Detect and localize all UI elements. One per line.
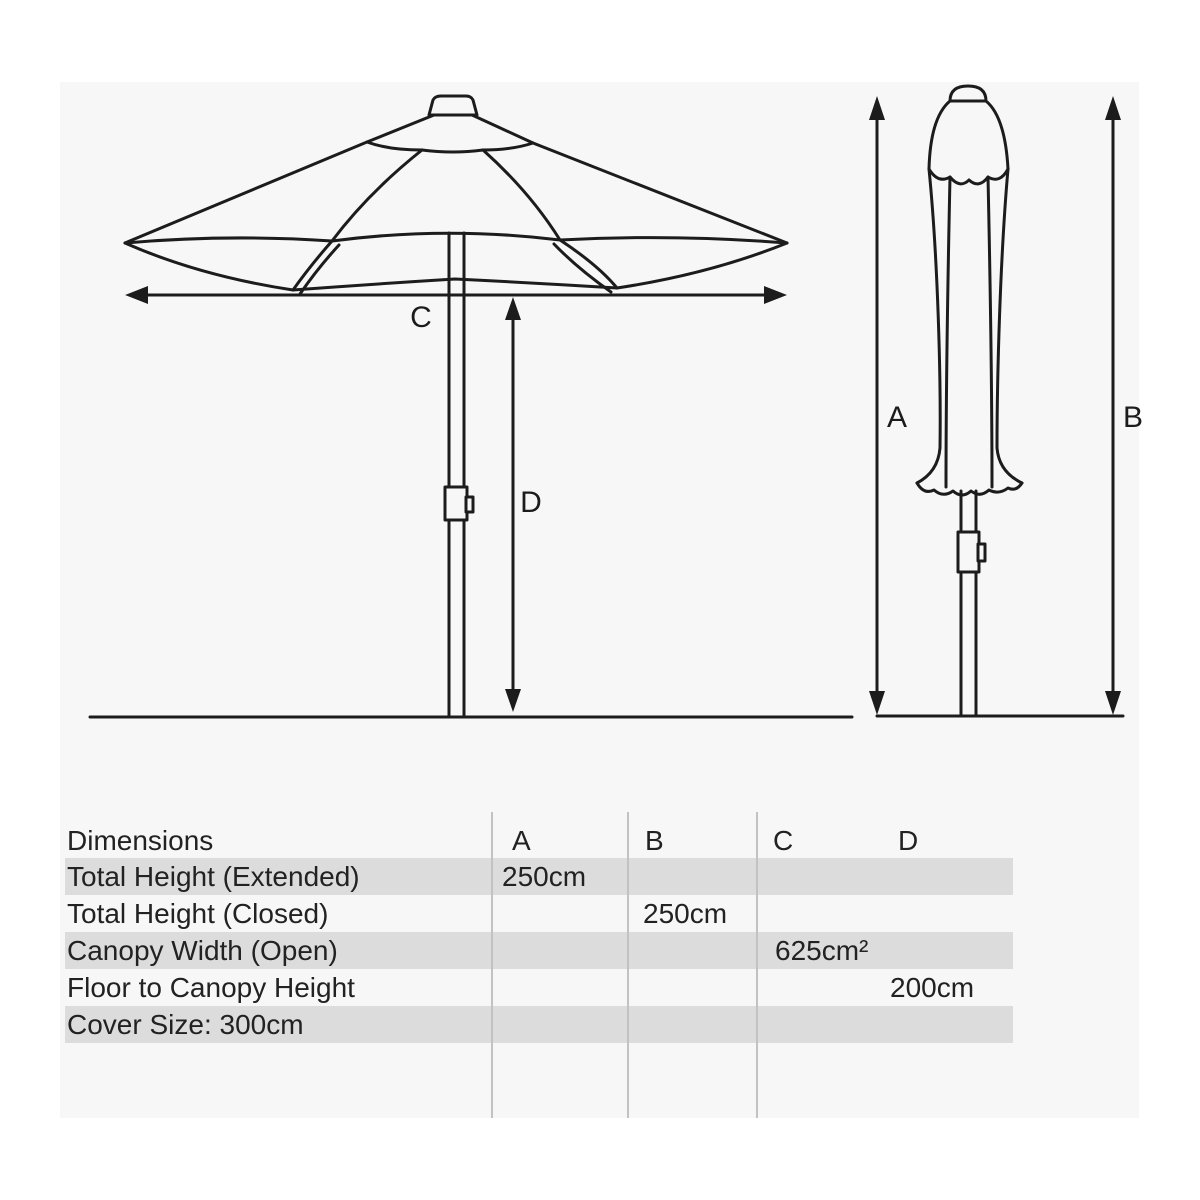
row-value-a: 250cm [502, 861, 587, 892]
label-d: D [520, 486, 542, 519]
row-value-d: 200cm [890, 972, 975, 1003]
row-value-c: 625cm² [775, 935, 869, 966]
closed-finial-cap [950, 86, 986, 101]
row-label: Canopy Width (Open) [67, 935, 338, 966]
row-label: Total Height (Extended) [67, 861, 360, 892]
column-divider [627, 812, 629, 1118]
table-header-title: Dimensions [67, 825, 214, 856]
table-header-col-b: B [645, 825, 664, 856]
arrowheads [125, 96, 1121, 715]
finial-cap [429, 96, 477, 115]
row-label: Total Height (Closed) [67, 898, 329, 929]
closed-parasol-drawing [877, 86, 1123, 716]
row-label: Floor to Canopy Height [67, 972, 355, 1003]
table-header-col-c: C [773, 825, 794, 856]
row-value-b: 250cm [643, 898, 728, 929]
table-header-col-a: A [512, 825, 531, 856]
label-b: B [1122, 401, 1144, 434]
table-header-col-d: D [898, 825, 919, 856]
label-a: A [886, 401, 908, 434]
column-divider [756, 812, 758, 1118]
label-c: C [410, 301, 432, 334]
open-parasol-drawing [90, 96, 852, 717]
open-parasol-crank [445, 487, 467, 520]
column-divider [491, 812, 493, 1118]
row-label-cover-size: Cover Size: 300cm [67, 1009, 304, 1040]
closed-parasol-crank [958, 532, 979, 572]
